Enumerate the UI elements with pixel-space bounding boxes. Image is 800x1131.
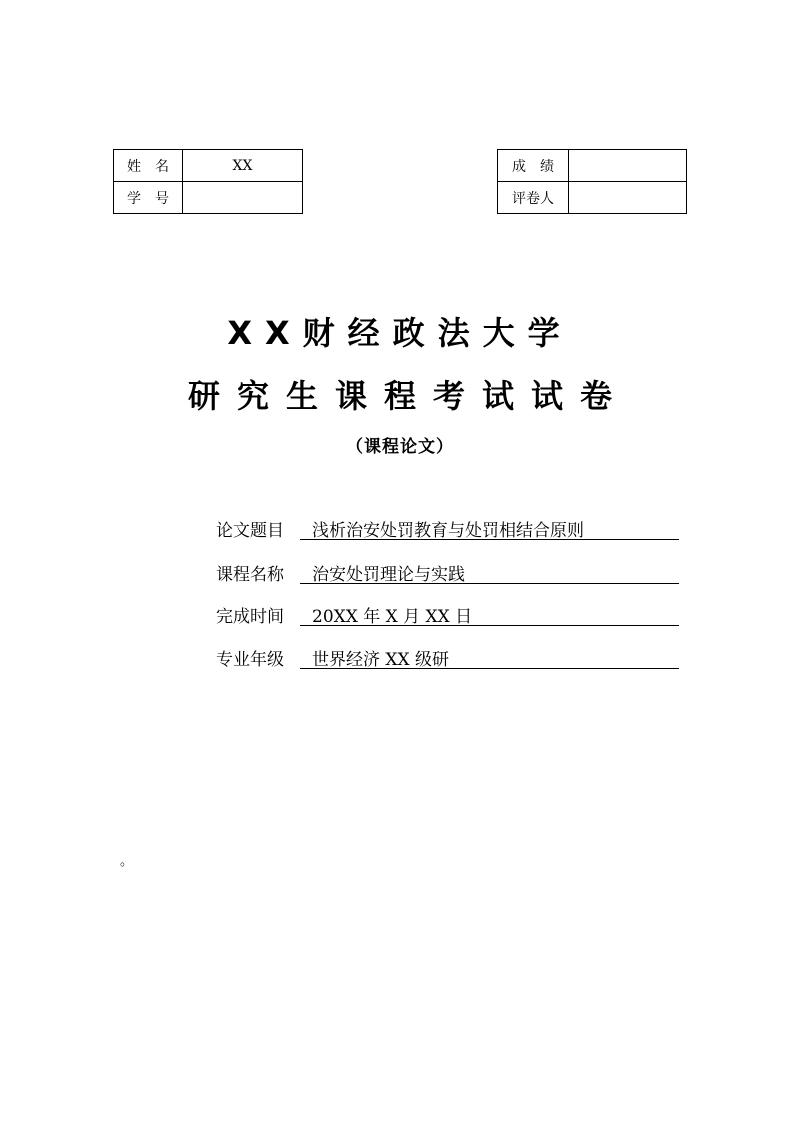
score-value <box>569 150 687 182</box>
grader-row <box>498 182 687 214</box>
paper-type-subtitle: （课程论文） <box>346 437 454 457</box>
exam-title: 研究生课程考试试卷 <box>187 377 629 415</box>
thesis-topic-label: 论文题目 <box>216 521 284 541</box>
student-info-table <box>113 149 303 214</box>
grader-value <box>569 182 687 214</box>
student-id-row <box>114 182 303 214</box>
course-name-label: 课程名称 <box>216 565 284 585</box>
name-row <box>114 150 303 182</box>
major-grade-value: 世界经济 XX 级研 <box>300 645 679 669</box>
grader-label: 评卷人 <box>498 182 569 214</box>
grading-table <box>497 149 687 214</box>
thesis-topic-value: 浅析治安处罚教育与处罚相结合原则 <box>300 516 679 540</box>
score-row <box>498 150 687 182</box>
score-label: 成 绩 <box>498 150 569 182</box>
completion-date-label: 完成时间 <box>216 607 284 627</box>
course-name-value: 治安处罚理论与实践 <box>300 560 679 584</box>
completion-date-value: 20XX 年 X 月 XX 日 <box>300 602 679 626</box>
name-label: 姓 名 <box>114 150 183 182</box>
student-id-label: 学 号 <box>114 182 183 214</box>
major-grade-label: 专业年级 <box>216 650 284 670</box>
footer-mark: 。 <box>120 854 134 869</box>
student-id-value <box>183 182 303 214</box>
university-title: XX财经政法大学 <box>227 314 573 352</box>
name-value: XX <box>183 150 303 182</box>
